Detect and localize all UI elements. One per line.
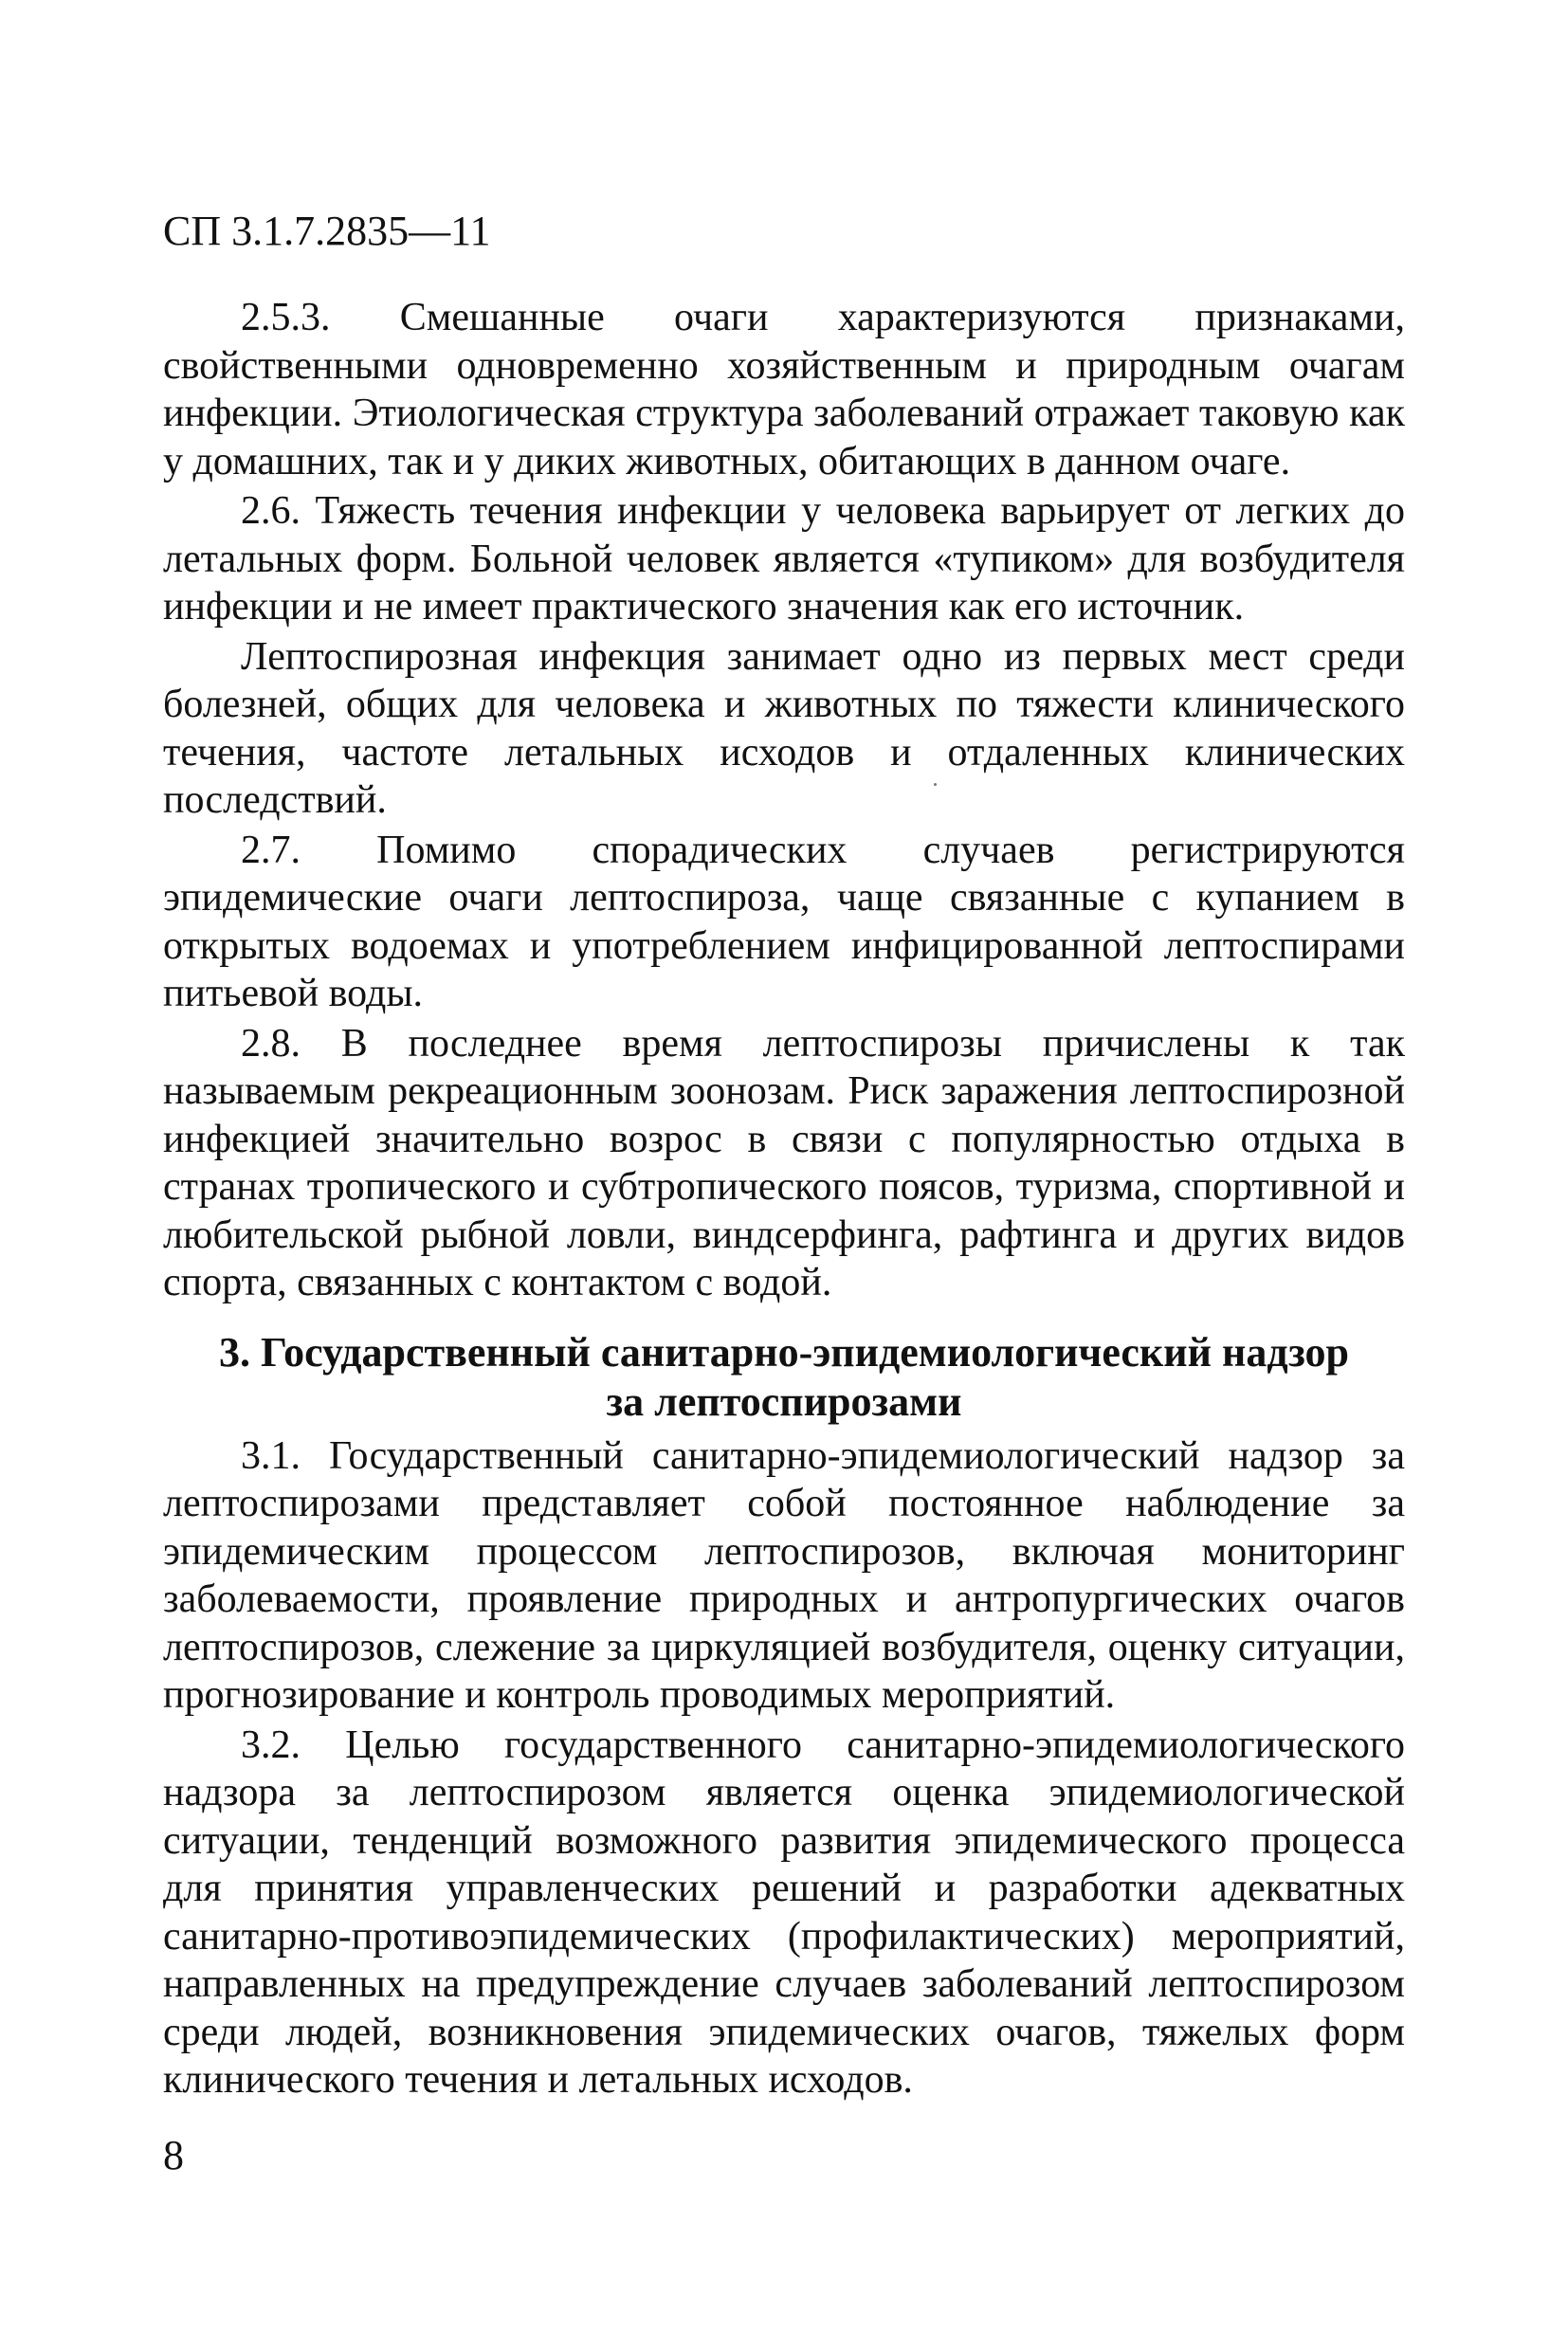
paragraph-2-5-3: 2.5.3. Смешанные очаги характеризуются признаками, свойственными одновременно хозяйственным и природным очагам инфекции. Этиологическая структура заболеваний отражает таковую как у домашних, так и у диких животных, обитающих в данном очаге. <box>163 296 1405 483</box>
paragraph-2-6: 2.6. Тяжесть течения инфекции у человека варьирует от легких до летальных форм. Больной человек является «тупиком» для возбудителя инфекции и не имеет практического значения как его источник. <box>163 489 1405 629</box>
paragraph-3-1: 3.1. Государственный санитарно-эпидемиологический надзор за лептоспирозами представляет собой постоянное наблюдение за эпидемическим процессом лептоспирозов, включая мониторинг заболеваемости, проявление природных и антропургических очагов лептоспирозов, слежение за циркуляцией возбудителя, оценку ситуации, прогнозирование и контроль проводимых мероприятий. <box>163 1433 1405 1717</box>
page-body <box>163 294 1405 2105</box>
document-code-header: СП 3.1.7.2835—11 <box>163 208 491 254</box>
scan-speck <box>934 783 937 786</box>
paragraph-leptospirosis-infection: Лептоспирозная инфекция занимает одно из первых мест среди болезней, общих для человека и животных по тяжести клинического течения, частоте летальных исходов и отдаленных клинических последствий. <box>163 634 1405 822</box>
section-title-line-1: 3. Государственный санитарно-эпидемиологический надзор <box>218 1328 1350 1376</box>
paragraph-3-2: 3.2. Целью государственного санитарно-эпидемиологического надзора за лептоспирозом является оценка эпидемиологической ситуации, тенденций возможного развития эпидемического процесса для принятия управленческих решений и разработки адекватных санитарно-противоэпидемических (профилактических) мероприятий, направленных на предупреждение случаев заболеваний лептоспирозом среди людей, возникновения эпидемических очагов, тяжелых форм клинического течения и летальных исходов. <box>163 1722 1405 2102</box>
section-title-line-2: за лептоспирозами <box>606 1377 962 1425</box>
paragraph-2-7: 2.7. Помимо спорадических случаев регистрируются эпидемические очаги лептоспироза, чаще связанные с купанием в открытых водоемах и употреблением инфицированной лептоспирами питьевой воды. <box>163 828 1405 1015</box>
paragraph-2-8: 2.8. В последнее время лептоспирозы причислены к так называемым рекреационным зоонозам. Риск заражения лептоспирозной инфекцией значительно возрос в связи с популярностью отдыха в странах тропического и субтропического поясов, туризма, спортивной и любительской рыбной ловли, виндсерфинга, рафтинга и других видов спорта, связанных с контактом с водой. <box>163 1021 1405 1304</box>
page-number: 8 <box>163 2132 184 2178</box>
section-3-title <box>163 1328 1405 1427</box>
